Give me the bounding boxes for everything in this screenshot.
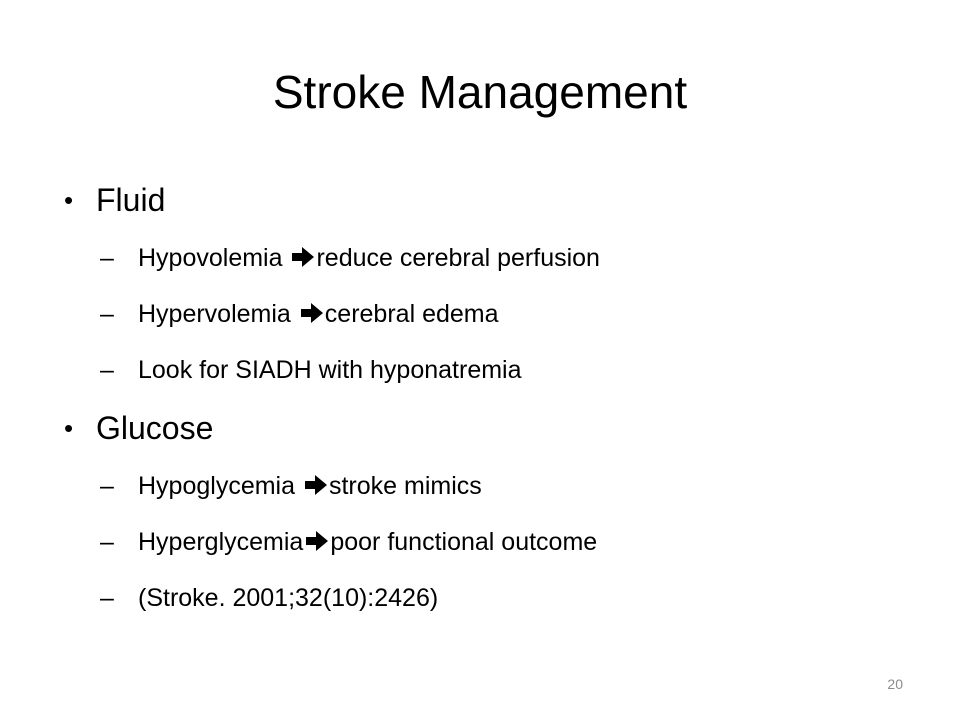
sub-bullet-effect: reduce cerebral perfusion — [316, 243, 600, 272]
bullet-list — [66, 170, 896, 626]
sub-bullet-citation — [66, 570, 896, 626]
right-arrow-icon — [291, 246, 315, 268]
sub-bullet-hypovolemia — [66, 230, 896, 286]
sub-bullet-effect: cerebral edema — [324, 299, 499, 328]
dash-icon: – — [100, 471, 114, 500]
bullet-heading: Fluid — [96, 181, 166, 218]
sub-bullet-effect: stroke mimics — [328, 471, 482, 500]
sub-bullet-text: (Stroke. 2001;32(10):2426) — [138, 583, 439, 612]
sub-bullet-cause: Hypovolemia — [138, 243, 283, 272]
sub-bullet-text: Look for SIADH with hyponatremia — [138, 355, 522, 384]
bullet-dot-icon: • — [64, 185, 74, 215]
bullet-heading: Glucose — [96, 409, 214, 446]
sub-bullet-hypervolemia — [66, 286, 896, 342]
sub-bullet-cause: Hyperglycemia — [138, 527, 304, 556]
sub-bullet-cause: Hypervolemia — [138, 299, 291, 328]
sub-bullet-effect: poor functional outcome — [330, 527, 598, 556]
dash-icon: – — [100, 355, 114, 384]
sub-bullet-siadh — [66, 342, 896, 398]
right-arrow-icon — [305, 530, 329, 552]
dash-icon: – — [100, 243, 114, 272]
sub-bullet-cause: Hypoglycemia — [138, 471, 296, 500]
dash-icon: – — [100, 527, 114, 556]
page-number: 20 — [887, 676, 903, 692]
dash-icon: – — [100, 299, 114, 328]
slide-title: Stroke Management — [272, 66, 688, 118]
sub-bullet-hyperglycemia — [66, 514, 896, 570]
sub-bullet-hypoglycemia — [66, 458, 896, 514]
right-arrow-icon — [304, 474, 328, 496]
bullet-glucose — [66, 398, 896, 458]
dash-icon: – — [100, 583, 114, 612]
right-arrow-icon — [300, 302, 324, 324]
bullet-fluid — [66, 170, 896, 230]
bullet-dot-icon: • — [64, 413, 74, 443]
